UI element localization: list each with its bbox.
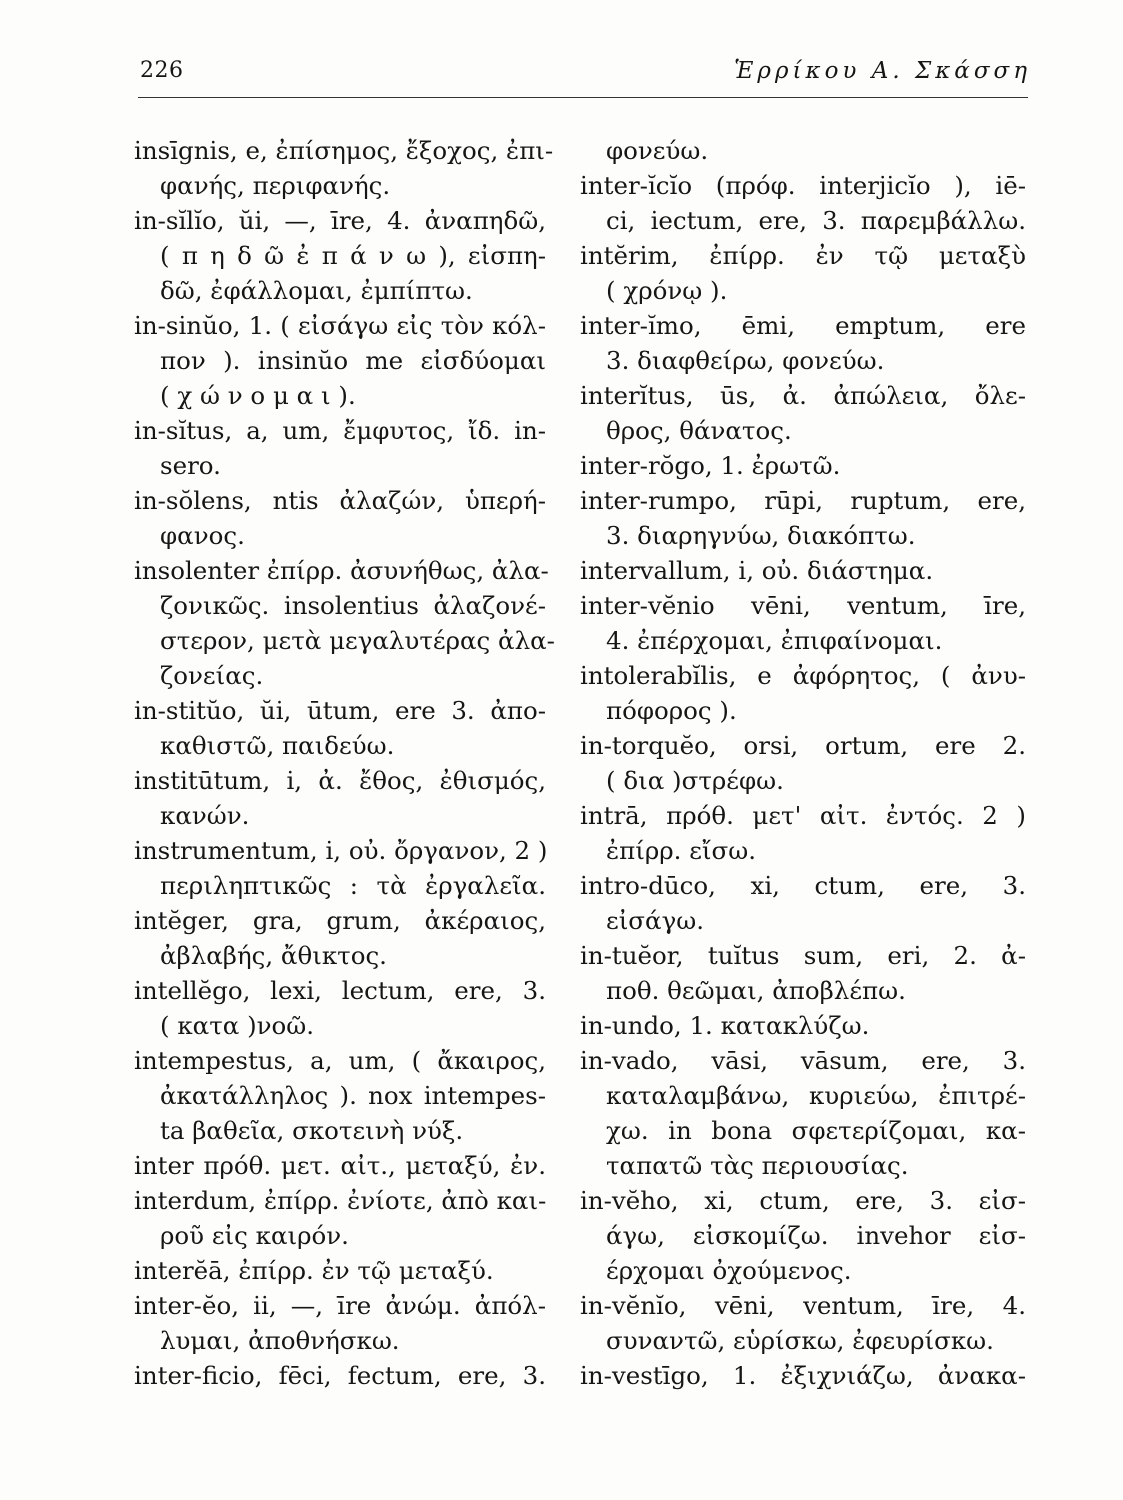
entry-line: in-vĕnĭo, vēni, ventum, īre, 4. <box>580 1291 1026 1320</box>
entry-line: intolerabĭlis, e ἀφόρητος, ( ἀνυ- <box>580 661 1026 690</box>
entry-line: intervallum, i, οὐ. διάστημα. <box>580 556 934 585</box>
entry-continuation-line: στερον, μετὰ μεγαλυτέρας ἀλα- <box>160 626 555 655</box>
entry-line: intrā, πρόθ. μετ' αἰτ. ἐντός. 2 ) <box>580 801 1026 830</box>
entry-continuation-line: φανής, περιφανής. <box>160 171 391 200</box>
entry-line: intĕrim, ἐπίρρ. ἐν τῷ μεταξὺ <box>580 241 1026 270</box>
entry-continuation-line: ποθ. θεῶμαι, ἀποβλέπω. <box>606 976 906 1005</box>
entry-line: interĭtus, ūs, ἀ. ἀπώλεια, ὄλε- <box>580 381 1026 410</box>
entry-line: in-undo, 1. κατακλύζω. <box>580 1011 870 1040</box>
running-title: Ἑρρίκου Α. Σκάσση <box>734 58 1031 84</box>
entry-line: inter-ĭcĭo (πρόφ. interjicĭo ), iē- <box>580 171 1026 200</box>
left-column <box>134 133 555 1393</box>
entry-continuation-line: πόφορος ). <box>606 696 737 725</box>
entry-continuation-line: ζονικῶς. insolentius ἀλαζονέ- <box>160 591 546 620</box>
entry-continuation-line: πον ). insinŭo me εἰσδύομαι <box>160 346 546 375</box>
entry-continuation-line: εἰσάγω. <box>606 906 704 935</box>
entry-continuation-line: ( χρόνῳ ). <box>606 276 728 305</box>
entry-continuation-line: καθιστῶ, παιδεύω. <box>160 731 395 760</box>
entry-continuation-line: δῶ, ἐφάλλομαι, ἐμπίπτω. <box>160 276 473 305</box>
entry-line: instrumentum, i, οὐ. ὄργανον, 2 ) <box>134 836 548 865</box>
entry-continuation-line: ci, iectum, ere, 3. παρεμβάλλω. <box>606 206 1026 235</box>
entry-line: intro-dūco, xi, ctum, ere, 3. <box>580 871 1026 900</box>
entry-line: in-sĭlĭo, ŭi, —, īre, 4. ἀναπηδῶ, <box>134 206 546 235</box>
entry-line: in-sŏlens, ntis ἀλαζών, ὑπερή- <box>134 486 546 515</box>
entry-line: inter πρόθ. μετ. αἰτ., μεταξύ, ἐν. <box>134 1151 546 1180</box>
right-column <box>580 133 1026 1393</box>
entry-line: institūtum, i, ἀ. ἔθος, ἐθισμός, <box>134 766 546 795</box>
entry-continuation-line: ( χ ώ ν ο μ α ι ). <box>160 381 356 410</box>
entry-line: inter-ficio, fēci, fectum, ere, 3. <box>134 1361 546 1390</box>
entry-line: intellĕgo, lexi, lectum, ere, 3. <box>134 976 546 1005</box>
entry-line: in-stitŭo, ŭi, ūtum, ere 3. ἀπο- <box>134 696 546 725</box>
entry-continuation-line: 4. ἐπέρχομαι, ἐπιφαίνομαι. <box>606 626 943 655</box>
entry-continuation-line: θρος, θάνατος. <box>606 416 792 445</box>
entry-continuation-line: ( π η δ ῶ ἐ π ά ν ω ), εἰσπη- <box>160 241 546 270</box>
entry-line: inter-rumpo, rūpi, ruptum, ere, <box>580 486 1026 515</box>
entry-line: in-vĕho, xi, ctum, ere, 3. εἰσ- <box>580 1186 1026 1215</box>
entry-continuation-line: χω. in bona σφετερίζομαι, κα- <box>606 1116 1026 1145</box>
entry-continuation-line: sero. <box>160 451 221 480</box>
entry-continuation-line: άγω, εἰσκομίζω. invehor εἰσ- <box>606 1221 1026 1250</box>
entry-line: inter-vĕnio vēni, ventum, īre, <box>580 591 1026 620</box>
entry-continuation-line: ζονείας. <box>160 661 264 690</box>
header-rule <box>138 97 1028 98</box>
entry-line: intempestus, a, um, ( ἄκαιρος, <box>134 1046 546 1075</box>
entry-continuation-line: 3. διαρηγνύω, διακόπτω. <box>606 521 916 550</box>
entry-line: interĕā, ἐπίρρ. ἐν τῷ μεταξύ. <box>134 1256 494 1285</box>
entry-continuation-line: έρχομαι ὀχούμενος. <box>606 1256 852 1285</box>
entry-continuation-line: 3. διαφθείρω, φονεύω. <box>606 346 885 375</box>
entry-line: inter-rŏgo, 1. ἐρωτῶ. <box>580 451 841 480</box>
entry-line: in-sinŭo, 1. ( εἰσάγω εἰς τὸν κόλ- <box>134 311 546 340</box>
entry-line: in-torquĕo, orsi, ortum, ere 2. <box>580 731 1026 760</box>
entry-line: in-sĭtus, a, um, ἔμφυτος, ἴδ. in- <box>134 416 546 445</box>
entry-continuation-line: φονεύω. <box>606 136 709 165</box>
entry-continuation-line: κανών. <box>160 801 250 830</box>
page-number: 226 <box>140 58 184 83</box>
entry-continuation-line: ta βαθεῖα, σκοτεινὴ νύξ. <box>160 1116 464 1145</box>
entry-continuation-line: καταλαμβάνω, κυριεύω, ἐπιτρέ- <box>606 1081 1026 1110</box>
entry-continuation-line: περιληπτικῶς : τὰ ἐργαλεῖα. <box>160 871 546 900</box>
entry-line: insīgnis, e, ἐπίσημος, ἔξοχος, ἐπι- <box>134 136 554 165</box>
entry-continuation-line: ἀβλαβής, ἄθικτος. <box>160 941 387 970</box>
entry-line: inter-ĭmo, ēmi, emptum, ere <box>580 311 1026 340</box>
entry-continuation-line: ( δια )στρέφω. <box>606 766 784 795</box>
entry-line: interdum, ἐπίρρ. ἐνίοτε, ἀπὸ και- <box>134 1186 547 1215</box>
entry-continuation-line: ταπατῶ τὰς περιουσίας. <box>606 1151 909 1180</box>
entry-continuation-line: λυμαι, ἀποθνήσκω. <box>160 1326 400 1355</box>
entry-continuation-line: συναντῶ, εὑρίσκω, ἐφευρίσκω. <box>606 1326 994 1355</box>
entry-continuation-line: ροῦ εἰς καιρόν. <box>160 1221 349 1250</box>
entry-continuation-line: ἀκατάλληλος ). nox intempes- <box>160 1081 546 1110</box>
entry-line: intĕger, gra, grum, ἀκέραιος, <box>134 906 546 935</box>
entry-continuation-line: ( κατα )νοῶ. <box>160 1011 315 1040</box>
entry-line: in-vestīgo, 1. ἐξιχνιάζω, ἀνακα- <box>580 1361 1026 1390</box>
entry-line: in-tuĕor, tuĭtus sum, eri, 2. ἀ- <box>580 941 1026 970</box>
entry-line: insolenter ἐπίρρ. ἀσυνήθως, ἀλα- <box>134 556 549 585</box>
entry-continuation-line: φανος. <box>160 521 245 550</box>
entry-line: inter-ĕo, ii, —, īre ἀνώμ. ἀπόλ- <box>134 1291 546 1320</box>
entry-continuation-line: ἐπίρρ. εἴσω. <box>606 836 757 865</box>
entry-line: in-vado, vāsi, vāsum, ere, 3. <box>580 1046 1026 1075</box>
